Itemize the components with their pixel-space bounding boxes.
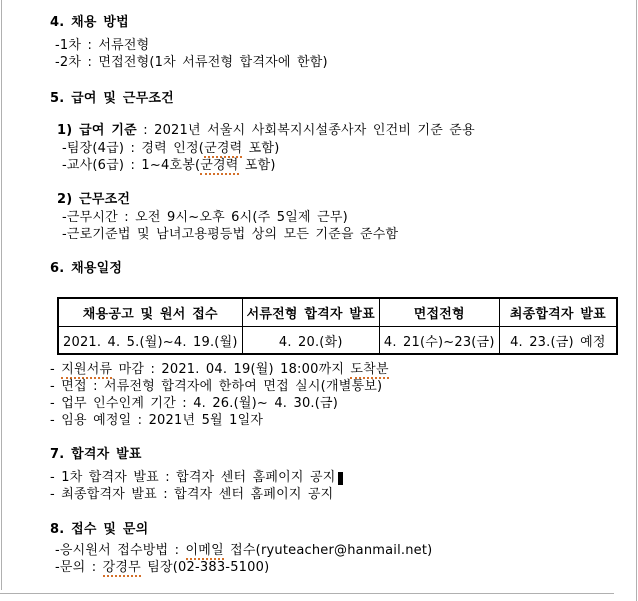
text-cursor xyxy=(338,472,343,485)
first-pass-announce-line xyxy=(50,469,638,486)
spellcheck-word: 지원서류 xyxy=(61,362,113,377)
schedule-table xyxy=(57,297,618,355)
section-4-heading: 4. 채용 방법 xyxy=(50,15,129,30)
table-header-cell: 채용공고 및 원서 접수 xyxy=(58,298,242,327)
apply-method-line xyxy=(55,542,638,559)
page-left-edge-line xyxy=(1,0,2,590)
contact-phone: 팀장(02-383-5100) xyxy=(140,560,270,575)
table-cell: 4. 23.(금) 예정 xyxy=(499,327,617,355)
handover-note-line: - 업무 인수인계 기간 : 4. 26.(월)~ 4. 30.(금) xyxy=(50,396,339,411)
pay-teacher-text-end: 포함) xyxy=(238,158,276,173)
note-dash: - xyxy=(50,362,62,377)
section-4-line-2: -2차 : 면접전형(1차 서류전형 합격자에 한함) xyxy=(55,55,328,70)
section-7-heading: 7. 합격자 발표 xyxy=(50,447,142,462)
pay-teacher-text: -교사(6급) : 1~4호봉( xyxy=(62,158,201,173)
table-cell: 4. 20.(화) xyxy=(242,327,379,355)
spellcheck-word: 도착분 xyxy=(350,362,389,377)
section-6-heading: 6. 채용일정 xyxy=(50,261,123,276)
page-bottom-edge-line xyxy=(0,593,614,594)
table-header-cell: 서류전형 합격자 발표 xyxy=(242,298,379,327)
contact-line xyxy=(55,559,638,576)
pay-team-text-end: 포함) xyxy=(242,141,280,156)
pay-standard-value: : 2021년 서울시 사회복지시설종사자 인건비 기준 준용 xyxy=(136,123,475,138)
deadline-note-line xyxy=(50,361,638,378)
contact-text: -문의 : xyxy=(55,560,103,575)
pay-team-leader-line xyxy=(62,140,638,157)
pay-standard-line xyxy=(57,122,638,139)
spellcheck-word: 이메일 xyxy=(185,543,224,558)
section-5-heading: 5. 급여 및 근무조건 xyxy=(50,91,174,106)
spellcheck-word: 군경력 xyxy=(204,141,243,156)
section-4-line-1: -1차 : 서류전형 xyxy=(55,38,150,53)
appointment-note-line: - 임용 예정일 : 2021년 5월 1일자 xyxy=(50,413,264,428)
table-header-cell: 최종합격자 발표 xyxy=(499,298,617,327)
first-pass-announce-text: - 1차 합격자 발표 : 합격자 센터 홈페이지 공지 xyxy=(50,470,336,485)
apply-method-text: -응시원서 접수방법 : xyxy=(55,543,186,558)
labor-law-line: -근로기준법 및 남녀고용평등법 상의 모든 기준을 준수함 xyxy=(62,227,399,242)
deadline-note-text: 마감 : 2021. 04. 19(월) 18:00까지 xyxy=(112,362,351,377)
table-header-cell: 면접전형 xyxy=(379,298,499,327)
table-cell: 2021. 4. 5.(월)~4. 19.(월) xyxy=(58,327,242,355)
work-conditions-heading: 2) 근무조건 xyxy=(57,192,131,207)
page-right-edge-line xyxy=(636,0,637,601)
section-8-heading: 8. 접수 및 문의 xyxy=(50,522,149,537)
pay-teacher-line xyxy=(62,157,638,174)
table-cell: 4. 21(수)~23(금) xyxy=(379,327,499,355)
spellcheck-word: 강경무 xyxy=(102,560,141,575)
spellcheck-word: 군경력 xyxy=(200,158,239,173)
apply-method-email: 접수(ryuteacher@hanmail.net) xyxy=(223,543,433,558)
table-header-row xyxy=(58,298,617,327)
table-data-row xyxy=(58,327,617,355)
pay-team-text: -팀장(4급) : 경력 인정( xyxy=(62,141,205,156)
pay-standard-label: 1) 급여 기준 xyxy=(57,123,137,138)
work-hours-line: -근무시간 : 오전 9시~오후 6시(주 5일제 근무) xyxy=(62,210,348,225)
interview-note-line: - 면접 : 서류전형 합격자에 한하여 면접 실시(개별통보) xyxy=(50,379,383,394)
final-pass-announce-line: - 최종합격자 발표 : 합격자 센터 홈페이지 공지 xyxy=(50,487,334,502)
